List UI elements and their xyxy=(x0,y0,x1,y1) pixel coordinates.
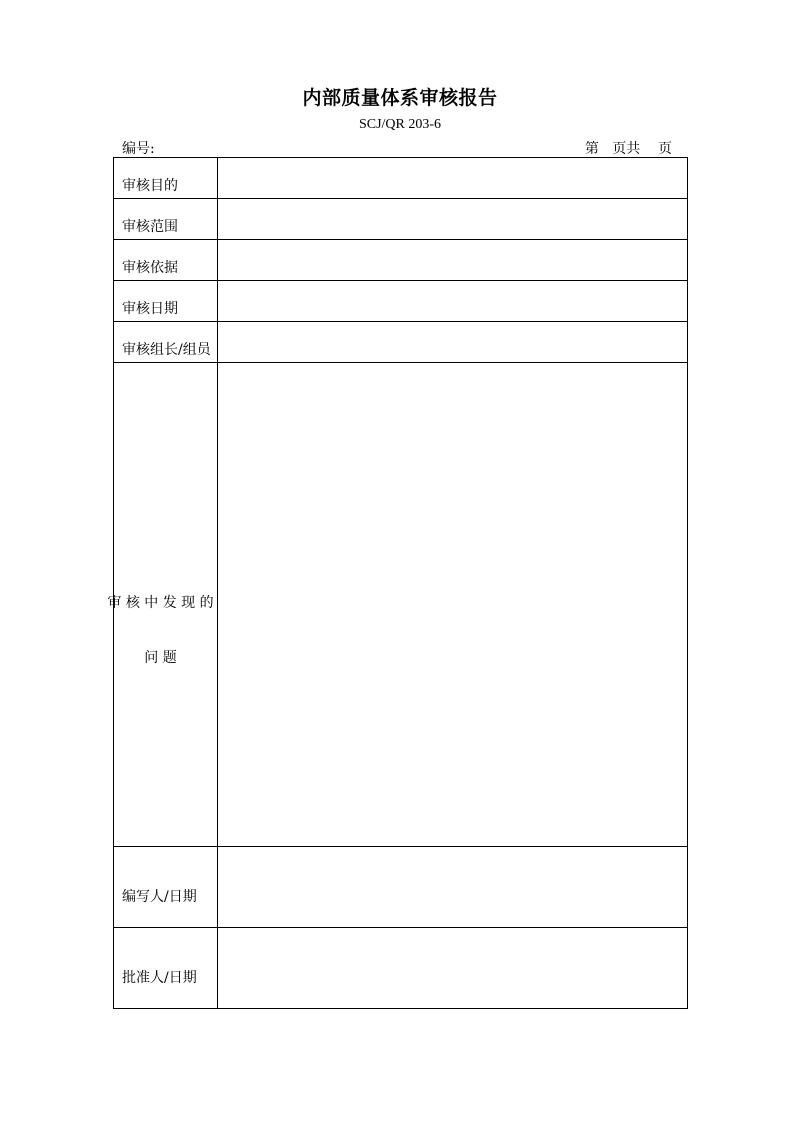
form-row-audit-scope xyxy=(114,199,688,240)
approver-date-field[interactable] xyxy=(218,928,688,1009)
page-info: 第 页共 页 xyxy=(584,141,672,157)
form-row-findings xyxy=(114,363,688,847)
form-row-audit-date xyxy=(114,281,688,322)
audit-date-field[interactable] xyxy=(218,281,688,322)
form-row-audit-purpose xyxy=(114,158,688,199)
form-row-compiler xyxy=(114,847,688,928)
document-title: 内部质量体系审核报告 xyxy=(302,87,498,109)
audit-purpose-label: 审核目的 xyxy=(114,158,218,199)
audit-report-form xyxy=(107,157,688,1009)
audit-team-field[interactable] xyxy=(218,322,688,363)
audit-basis-field[interactable] xyxy=(218,240,688,281)
findings-label-char: 中 xyxy=(144,595,159,611)
serial-number-label: 编号: xyxy=(122,141,155,157)
findings-label-char: 问 xyxy=(144,649,159,666)
form-row-approver xyxy=(114,928,688,1009)
audit-date-label: 审核日期 xyxy=(114,281,218,322)
audit-scope-field[interactable] xyxy=(218,199,688,240)
findings-label-char: 审 xyxy=(107,595,122,611)
audit-scope-label: 审核范围 xyxy=(114,199,218,240)
findings-label-char: 发 xyxy=(162,595,177,611)
audit-basis-label: 审核依据 xyxy=(114,240,218,281)
findings-label-char: 现 xyxy=(181,595,196,611)
audit-team-label: 审核组长/组员 xyxy=(114,322,218,363)
findings-field[interactable] xyxy=(218,363,688,847)
findings-label xyxy=(107,363,218,847)
form-row-audit-team xyxy=(114,322,688,363)
approver-date-label: 批准人/日期 xyxy=(114,928,218,1009)
findings-label-char: 核 xyxy=(125,595,140,611)
document-number: SCJ/QR 203-6 xyxy=(358,117,442,132)
audit-purpose-field[interactable] xyxy=(218,158,688,199)
compiler-date-label: 编写人/日期 xyxy=(114,847,218,928)
compiler-date-field[interactable] xyxy=(218,847,688,928)
findings-label-char: 题 xyxy=(162,649,177,666)
findings-label-char: 的 xyxy=(199,595,214,611)
form-row-audit-basis xyxy=(114,240,688,281)
